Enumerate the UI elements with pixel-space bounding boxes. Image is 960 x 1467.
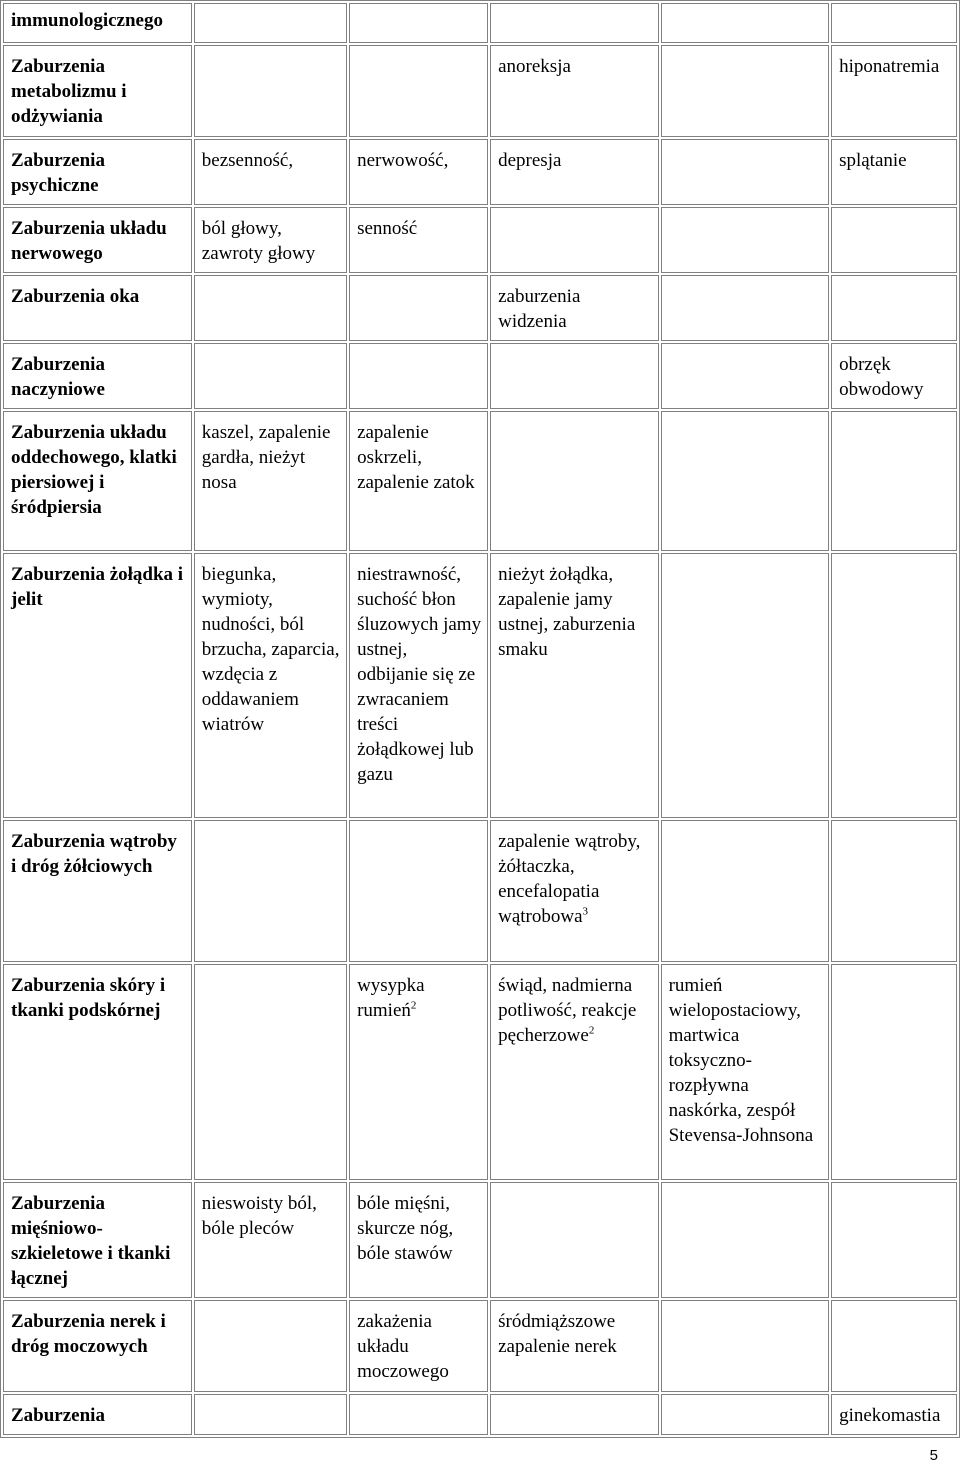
frequency-cell	[661, 1394, 829, 1435]
frequency-cell	[831, 820, 957, 962]
frequency-cell	[349, 45, 488, 137]
frequency-cell	[194, 275, 347, 341]
footnote-marker: 2	[588, 1024, 595, 1037]
frequency-cell: nieżyt żołądka, zapalenie jamy ustnej, zaburzenia smaku	[490, 553, 658, 818]
footnote-marker: 2	[410, 999, 417, 1012]
frequency-cell	[194, 1300, 347, 1392]
frequency-cell: ból głowy, zawroty głowy	[194, 207, 347, 273]
frequency-cell: anoreksja	[490, 45, 658, 137]
frequency-cell	[661, 820, 829, 962]
table-row	[3, 1300, 957, 1392]
table-row	[3, 45, 957, 137]
frequency-cell: zakażenia układu moczowego	[349, 1300, 488, 1392]
frequency-cell: biegunka, wymioty, nudności, ból brzucha, zaparcia, wzdęcia z oddawaniem wiatrów	[194, 553, 347, 818]
frequency-cell: obrzęk obwodowy	[831, 343, 957, 409]
organ-class-cell: Zaburzenia układu oddechowego, klatki piersiowej i śródpiersia	[3, 411, 192, 551]
organ-class-cell: Zaburzenia naczyniowe	[3, 343, 192, 409]
frequency-cell	[490, 820, 658, 962]
frequency-cell	[349, 3, 488, 43]
frequency-cell	[831, 411, 957, 551]
organ-class-cell: Zaburzenia układu nerwowego	[3, 207, 192, 273]
frequency-cell: nerwowość,	[349, 139, 488, 205]
frequency-cell	[490, 411, 658, 551]
frequency-cell: śródmiąższowe zapalenie nerek	[490, 1300, 658, 1392]
table-row	[3, 553, 957, 818]
frequency-cell	[831, 1182, 957, 1298]
footnote-marker: 3	[582, 905, 589, 918]
organ-class-cell: Zaburzenia psychiczne	[3, 139, 192, 205]
organ-class-cell: Zaburzenia oka	[3, 275, 192, 341]
frequency-cell	[490, 1182, 658, 1298]
page-number: 5	[929, 1447, 938, 1464]
cell-text: zapalenie wątroby, żółtaczka, encefalopatia wątrobowa	[498, 831, 641, 927]
frequency-cell	[661, 45, 829, 137]
frequency-cell	[661, 275, 829, 341]
frequency-cell: bóle mięśni, skurcze nóg, bóle stawów	[349, 1182, 488, 1298]
frequency-cell	[831, 964, 957, 1180]
frequency-cell	[490, 1394, 658, 1435]
frequency-cell: hiponatremia	[831, 45, 957, 137]
frequency-cell: bezsenność,	[194, 139, 347, 205]
frequency-cell	[831, 3, 957, 43]
table-row	[3, 1182, 957, 1298]
frequency-cell	[194, 3, 347, 43]
frequency-cell: rumień wielopostaciowy, martwica toksyczno-rozpływna naskórka, zespół Stevensa-Johnsona	[661, 964, 829, 1180]
frequency-cell: splątanie	[831, 139, 957, 205]
frequency-cell: niestrawność, suchość błon śluzowych jamy ustnej, odbijanie się ze zwracaniem treści żołądkowej lub gazu	[349, 553, 488, 818]
frequency-cell	[661, 1300, 829, 1392]
table-row	[3, 207, 957, 273]
frequency-cell	[661, 553, 829, 818]
frequency-cell: zaburzenia widzenia	[490, 275, 658, 341]
frequency-cell	[490, 207, 658, 273]
frequency-cell	[831, 1300, 957, 1392]
table-row	[3, 1394, 957, 1435]
frequency-cell	[661, 343, 829, 409]
frequency-cell	[831, 207, 957, 273]
frequency-cell: zapalenie oskrzeli, zapalenie zatok	[349, 411, 488, 551]
frequency-cell	[490, 964, 658, 1180]
frequency-cell	[194, 820, 347, 962]
frequency-cell	[661, 411, 829, 551]
frequency-cell	[349, 343, 488, 409]
organ-class-cell: Zaburzenia metabolizmu i odżywiania	[3, 45, 192, 137]
frequency-cell	[831, 553, 957, 818]
cell-text: wysypka rumień	[357, 975, 425, 1021]
frequency-cell	[661, 139, 829, 205]
frequency-cell: kaszel, zapalenie gardła, nieżyt nosa	[194, 411, 347, 551]
frequency-cell	[194, 964, 347, 1180]
frequency-cell	[194, 1394, 347, 1435]
frequency-cell	[831, 275, 957, 341]
table-row	[3, 964, 957, 1180]
organ-class-cell: immunologicznego	[3, 3, 192, 43]
frequency-cell	[194, 343, 347, 409]
organ-class-cell: Zaburzenia żołądka i jelit	[3, 553, 192, 818]
organ-class-cell: Zaburzenia skóry i tkanki podskórnej	[3, 964, 192, 1180]
frequency-cell: ginekomastia	[831, 1394, 957, 1435]
cell-text: świąd, nadmierna potliwość, reakcje pęcherzowe	[498, 975, 637, 1046]
frequency-cell	[661, 1182, 829, 1298]
organ-class-cell: Zaburzenia nerek i dróg moczowych	[3, 1300, 192, 1392]
frequency-cell	[349, 1394, 488, 1435]
frequency-cell: depresja	[490, 139, 658, 205]
organ-class-cell: Zaburzenia wątroby i dróg żółciowych	[3, 820, 192, 962]
frequency-cell	[194, 45, 347, 137]
organ-class-cell: Zaburzenia mięśniowo-szkieletowe i tkanki łącznej	[3, 1182, 192, 1298]
frequency-cell: senność	[349, 207, 488, 273]
frequency-cell	[490, 3, 658, 43]
table-row	[3, 820, 957, 962]
table-row	[3, 411, 957, 551]
table-row	[3, 139, 957, 205]
table-row	[3, 343, 957, 409]
frequency-cell	[661, 3, 829, 43]
frequency-cell	[661, 207, 829, 273]
organ-class-cell: Zaburzenia	[3, 1394, 192, 1435]
frequency-cell	[349, 820, 488, 962]
table-row	[3, 3, 957, 43]
frequency-cell	[349, 964, 488, 1180]
frequency-cell	[349, 275, 488, 341]
frequency-cell: nieswoisty ból, bóle pleców	[194, 1182, 347, 1298]
table-row	[3, 275, 957, 341]
frequency-cell	[490, 343, 658, 409]
